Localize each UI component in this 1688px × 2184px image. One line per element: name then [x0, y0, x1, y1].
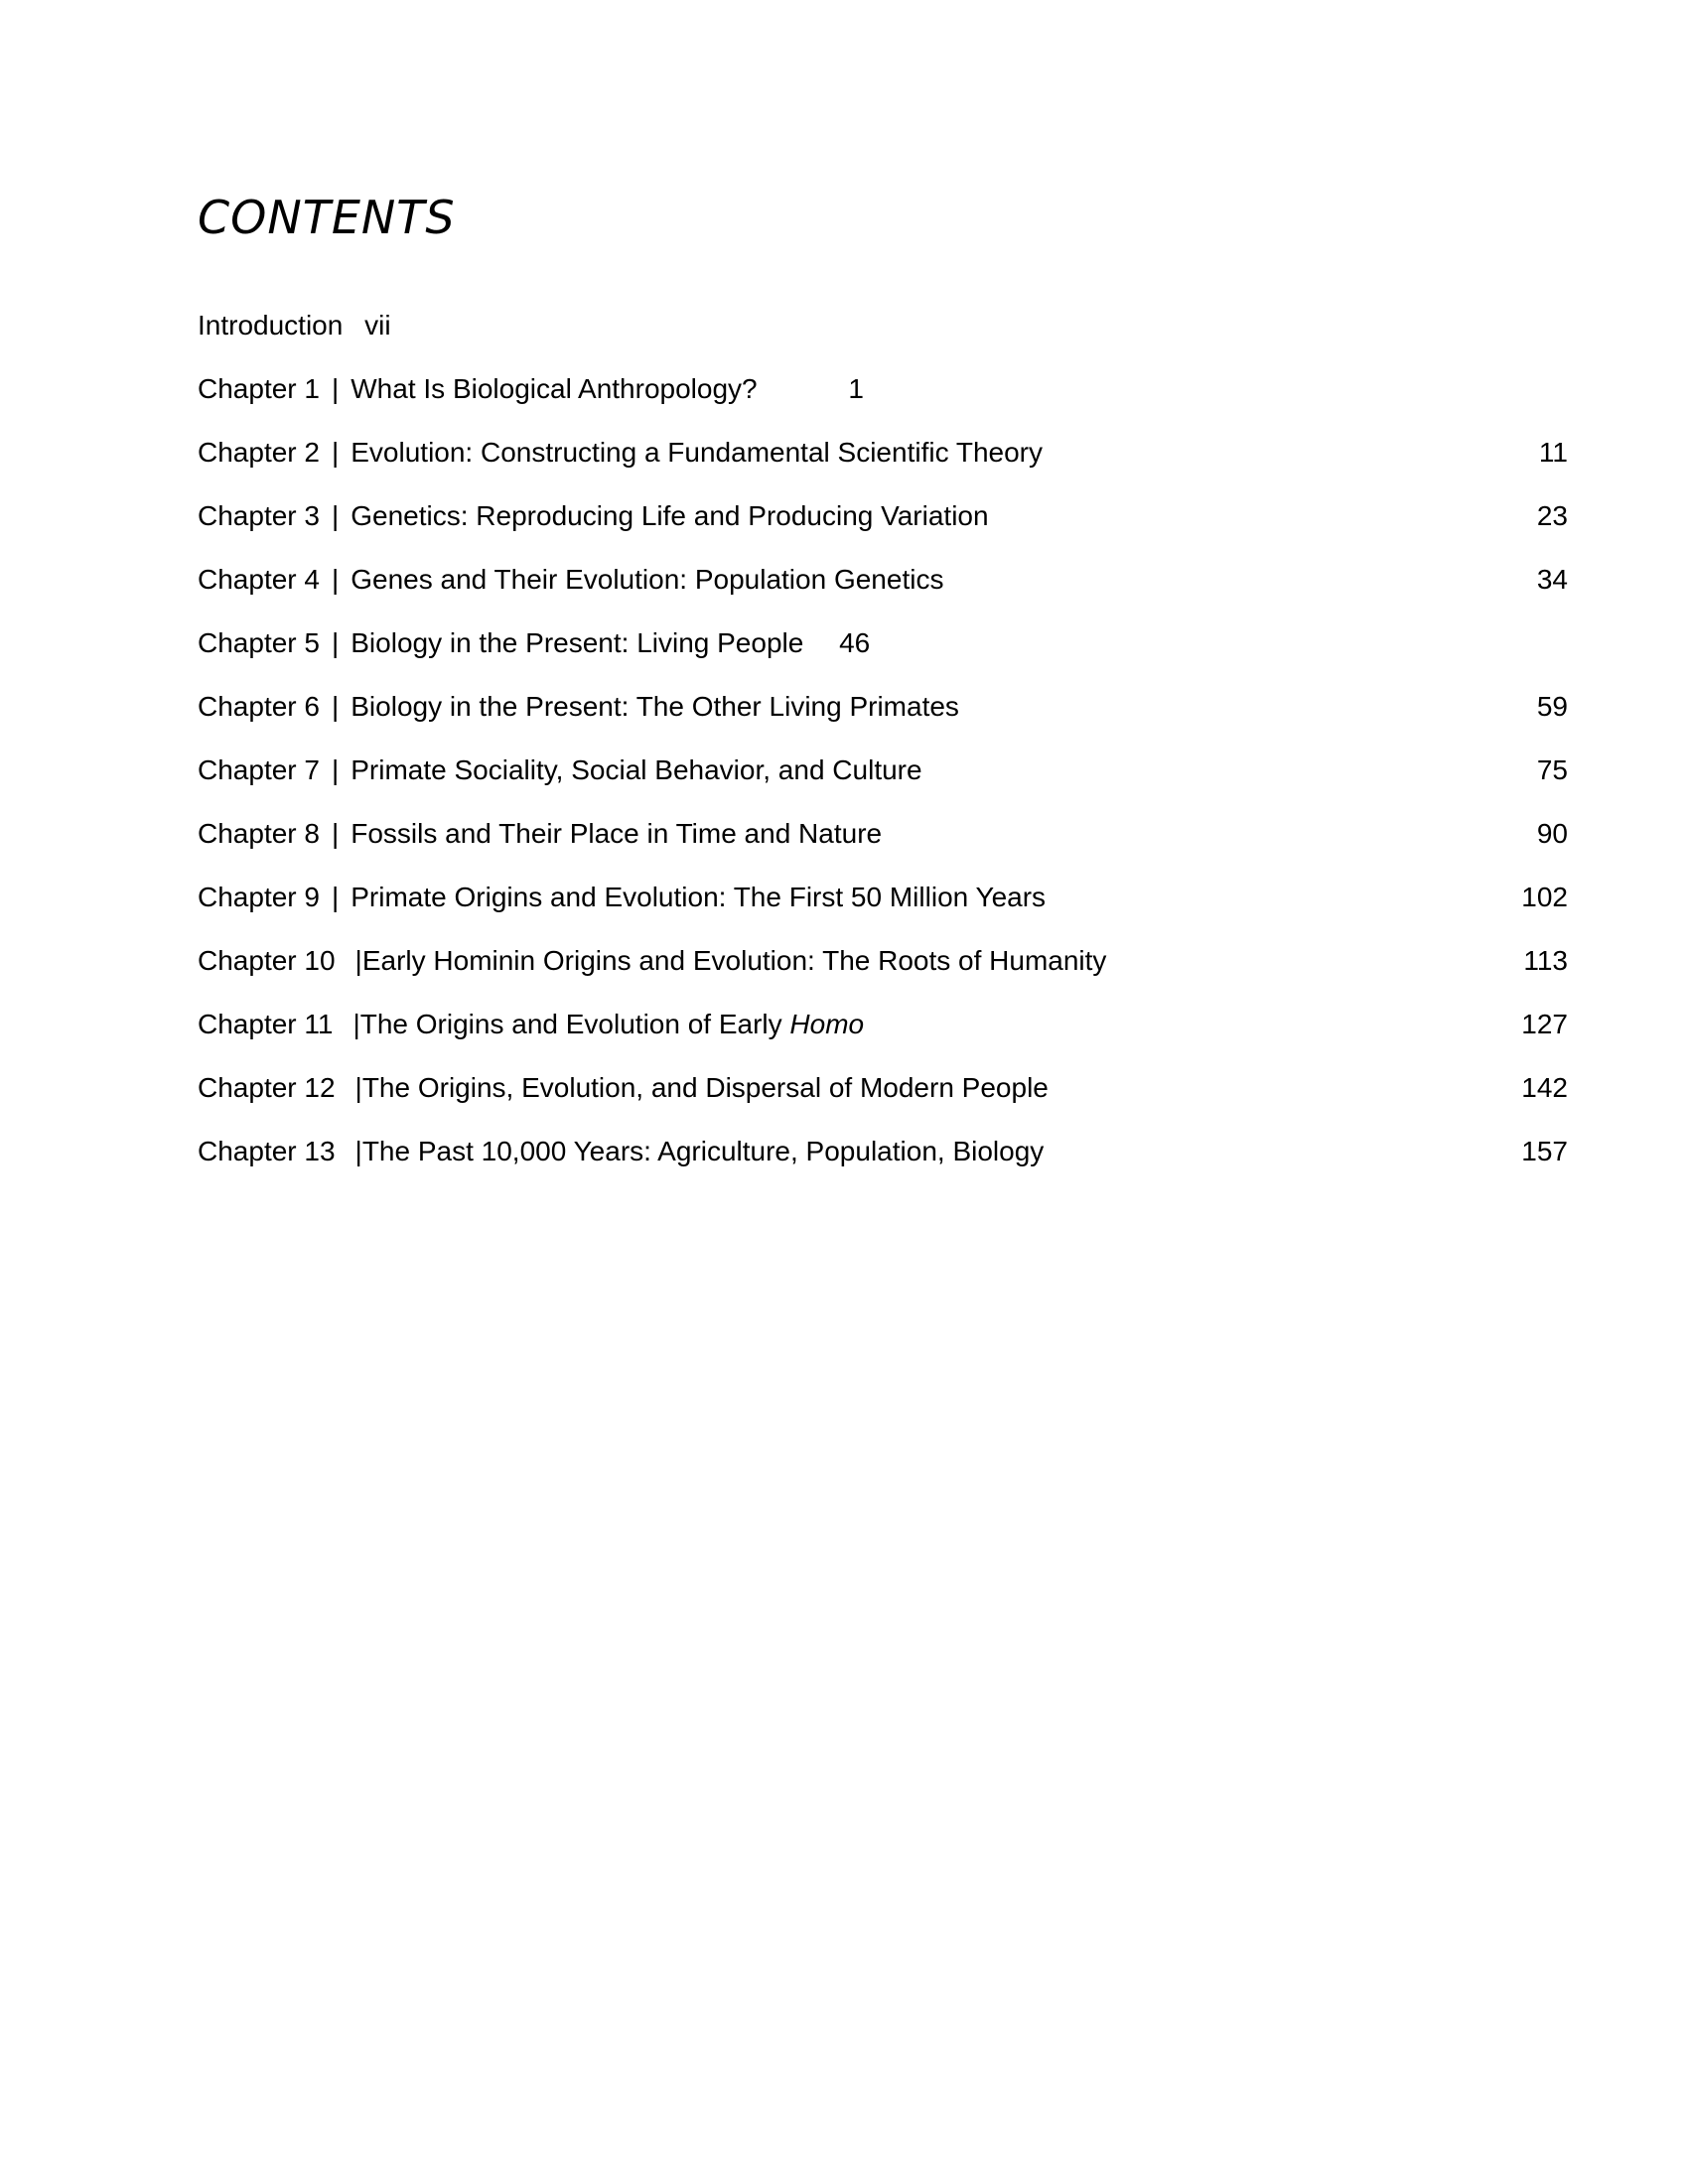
toc-chapter-label: Chapter 9 [198, 882, 320, 912]
toc-entry-chapter-6[interactable] [198, 688, 1568, 751]
toc-separator: | [331, 754, 340, 785]
toc-chapter-label: Chapter 5 [198, 627, 320, 658]
toc-chapter-title: The Origins, Evolution, and Dispersal of Modern People [361, 1072, 1049, 1103]
toc-chapter-label: Chapter 12 [198, 1072, 336, 1103]
toc-page-number: 75 [1536, 754, 1568, 785]
toc-chapter-title: Genes and Their Evolution: Population Genetics [351, 564, 944, 595]
toc-separator: | [331, 627, 340, 658]
toc-chapter-title: The Past 10,000 Years: Agriculture, Population, Biology [361, 1136, 1045, 1166]
toc-separator: | [354, 1072, 362, 1103]
page-title: CONTENTS [198, 191, 456, 244]
toc-page-number: 46 [839, 627, 871, 658]
toc-chapter-label: Chapter 6 [198, 691, 320, 722]
toc-chapter-title: What Is Biological Anthropology? [351, 373, 758, 404]
toc-chapter-label: Chapter 1 [198, 373, 320, 404]
toc-separator: | [354, 945, 362, 976]
toc-entry-chapter-1[interactable] [198, 370, 1568, 434]
toc-entry-chapter-12[interactable] [198, 1069, 1568, 1133]
toc-page-number: 142 [1521, 1072, 1568, 1103]
toc-chapter-label: Chapter 3 [198, 500, 320, 531]
toc-entry-chapter-3[interactable] [198, 497, 1568, 561]
toc-entry-chapter-7[interactable] [198, 751, 1568, 815]
toc-chapter-title: Primate Sociality, Social Behavior, and Culture [351, 754, 922, 785]
toc-separator: | [331, 564, 340, 595]
toc-page-number: 157 [1521, 1136, 1568, 1166]
toc-entry-chapter-13[interactable] [198, 1133, 1568, 1196]
toc-entry-chapter-4[interactable] [198, 561, 1568, 624]
toc-entry-chapter-11[interactable] [198, 1006, 1568, 1069]
toc-page-number: 127 [1521, 1009, 1568, 1039]
toc-separator: | [354, 1136, 362, 1166]
toc-separator: | [352, 1009, 360, 1039]
table-of-contents [198, 307, 1568, 1196]
toc-chapter-label: Chapter 10 [198, 945, 336, 976]
toc-page-number: 23 [1536, 500, 1568, 531]
toc-chapter-label: Chapter 13 [198, 1136, 336, 1166]
toc-introduction-page: vii [364, 310, 391, 341]
toc-separator: | [331, 373, 340, 404]
toc-chapter-title-plain: The Origins and Evolution of Early [359, 1009, 790, 1039]
toc-entry-introduction[interactable] [198, 307, 1568, 370]
toc-page-number: 59 [1536, 691, 1568, 722]
toc-entry-chapter-9[interactable] [198, 879, 1568, 942]
toc-page-number: 113 [1523, 945, 1568, 976]
toc-chapter-title: Biology in the Present: The Other Living Primates [351, 691, 959, 722]
toc-chapter-title: Biology in the Present: Living People [351, 627, 804, 658]
toc-separator: | [331, 882, 340, 912]
toc-entry-chapter-10[interactable] [198, 942, 1568, 1006]
toc-separator: | [331, 437, 340, 468]
toc-chapter-label: Chapter 2 [198, 437, 320, 468]
toc-chapter-label: Chapter 7 [198, 754, 320, 785]
toc-chapter-title-italic: Homo [789, 1009, 865, 1039]
toc-page-number: 90 [1536, 818, 1568, 849]
toc-introduction-label: Introduction [198, 310, 344, 341]
toc-separator: | [331, 500, 340, 531]
toc-chapter-title: Genetics: Reproducing Life and Producing Variation [351, 500, 989, 531]
toc-chapter-title: Early Hominin Origins and Evolution: The Roots of Humanity [361, 945, 1107, 976]
toc-separator: | [331, 818, 340, 849]
toc-entry-chapter-5[interactable] [198, 624, 1568, 688]
toc-chapter-title: Evolution: Constructing a Fundamental Scientific Theory [351, 437, 1043, 468]
toc-chapter-title: Fossils and Their Place in Time and Nature [351, 818, 883, 849]
toc-separator: | [331, 691, 340, 722]
toc-page-number: 102 [1521, 882, 1568, 912]
toc-entry-chapter-8[interactable] [198, 815, 1568, 879]
toc-entry-chapter-2[interactable] [198, 434, 1568, 497]
toc-chapter-label: Chapter 8 [198, 818, 320, 849]
toc-chapter-label: Chapter 4 [198, 564, 320, 595]
toc-chapter-label: Chapter 11 [198, 1009, 334, 1039]
toc-page-number: 11 [1538, 437, 1568, 468]
toc-chapter-title: Primate Origins and Evolution: The First 50 Million Years [351, 882, 1047, 912]
toc-page-number: 1 [848, 373, 864, 404]
toc-chapter-title [360, 1006, 864, 1043]
toc-page-number: 34 [1536, 564, 1568, 595]
